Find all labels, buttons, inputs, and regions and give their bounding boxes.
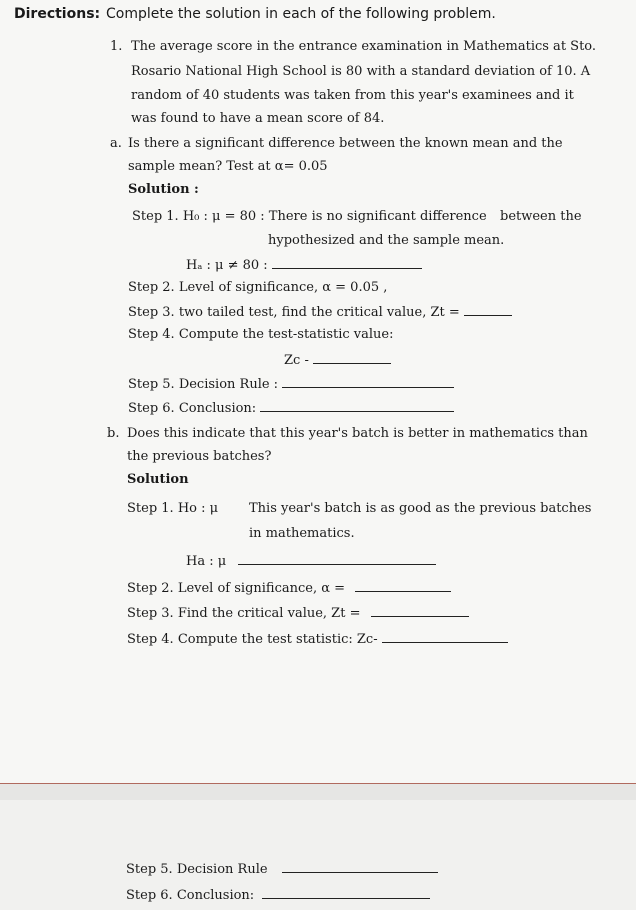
part-b-ha-text: Ha : μ [186, 554, 227, 569]
part-b-line-1: Does this indicate that this year's batch is better in mathematics than [127, 426, 588, 441]
part-b-step2 [127, 579, 451, 597]
part-b-step3 [127, 604, 469, 622]
part-a-line-2: sample mean? Test at α= 0.05 [128, 159, 328, 174]
part-a-step4: Step 4. Compute the test-statistic value: [128, 327, 394, 342]
part-a-step6-text: Step 6. Conclusion: [128, 401, 257, 416]
part-a-step3-blank[interactable] [464, 303, 512, 316]
part-a-zc-text: Zc - [284, 353, 309, 368]
problem-number: 1. [110, 39, 123, 54]
part-a-letter: a. [110, 136, 122, 151]
worksheet-page-2 [0, 800, 636, 910]
part-b-ha [186, 552, 436, 570]
part-b-letter: b. [107, 426, 120, 441]
part-b-solution-label: Solution [127, 472, 189, 487]
part-b-step1: Step 1. Ho : μ [127, 501, 219, 516]
part-b-step1-cont: in mathematics. [249, 526, 355, 541]
part-b-step5-blank[interactable] [282, 860, 438, 873]
problem-line-3: random of 40 students was taken from this year's examinees and it [131, 88, 574, 103]
part-b-step6 [126, 886, 430, 904]
part-b-ha-blank[interactable] [238, 552, 436, 565]
part-a-step2: Step 2. Level of significance, α = 0.05 , [128, 280, 388, 295]
part-b-step3-text: Step 3. Find the critical value, Zt = [127, 606, 361, 621]
part-b-step3-blank[interactable] [371, 604, 469, 617]
part-b-step4 [127, 630, 508, 648]
problem-line-1: The average score in the entrance examination in Mathematics at Sto. [131, 39, 597, 54]
part-a-step6-blank[interactable] [260, 399, 454, 412]
part-a-ha [186, 256, 422, 274]
part-b-step2-blank[interactable] [355, 579, 451, 592]
part-b-step6-blank[interactable] [262, 886, 430, 899]
problem-line-2: Rosario National High School is 80 with a standard deviation of 10. A [131, 64, 591, 79]
directions-text: Complete the solution in each of the following problem. [106, 6, 496, 22]
part-a-step1-cont: hypothesized and the sample mean. [268, 233, 505, 248]
part-a-solution-label: Solution : [128, 182, 199, 197]
part-a-step6 [128, 399, 454, 417]
part-a-step5-text: Step 5. Decision Rule : [128, 377, 279, 392]
directions-label: Directions: [14, 6, 101, 22]
part-a-step1: Step 1. H₀ : μ = 80 : There is no significant difference [132, 209, 487, 224]
part-b-step5 [126, 860, 438, 878]
part-a-step3-text: Step 3. two tailed test, find the critical value, Zt = [128, 305, 460, 320]
part-b-step6-text: Step 6. Conclusion: [126, 888, 255, 903]
part-a-step1-rest: between the [500, 209, 582, 224]
problem-line-4: was found to have a mean score of 84. [131, 111, 385, 126]
part-a-step5 [128, 375, 454, 393]
part-a-ha-blank[interactable] [272, 256, 422, 269]
page-edge-top [0, 783, 636, 784]
part-a-zc-blank[interactable] [313, 351, 391, 364]
part-b-step4-text: Step 4. Compute the test statistic: Zc- [127, 632, 378, 647]
part-a-step5-blank[interactable] [282, 375, 454, 388]
part-b-step2-text: Step 2. Level of significance, α = [127, 581, 346, 596]
part-b-line-2: the previous batches? [127, 449, 272, 464]
part-a-ha-text: Hₐ : μ ≠ 80 : [186, 258, 268, 273]
part-b-step5-text: Step 5. Decision Rule [126, 862, 268, 877]
part-b-step1-text: This year's batch is as good as the previous batches [249, 501, 592, 516]
part-b-step4-blank[interactable] [382, 630, 508, 643]
part-a-step3 [128, 303, 512, 321]
part-a-zc [284, 351, 391, 369]
page-gap [0, 783, 636, 800]
part-a-line-1: Is there a significant difference between the known mean and the [128, 136, 563, 151]
